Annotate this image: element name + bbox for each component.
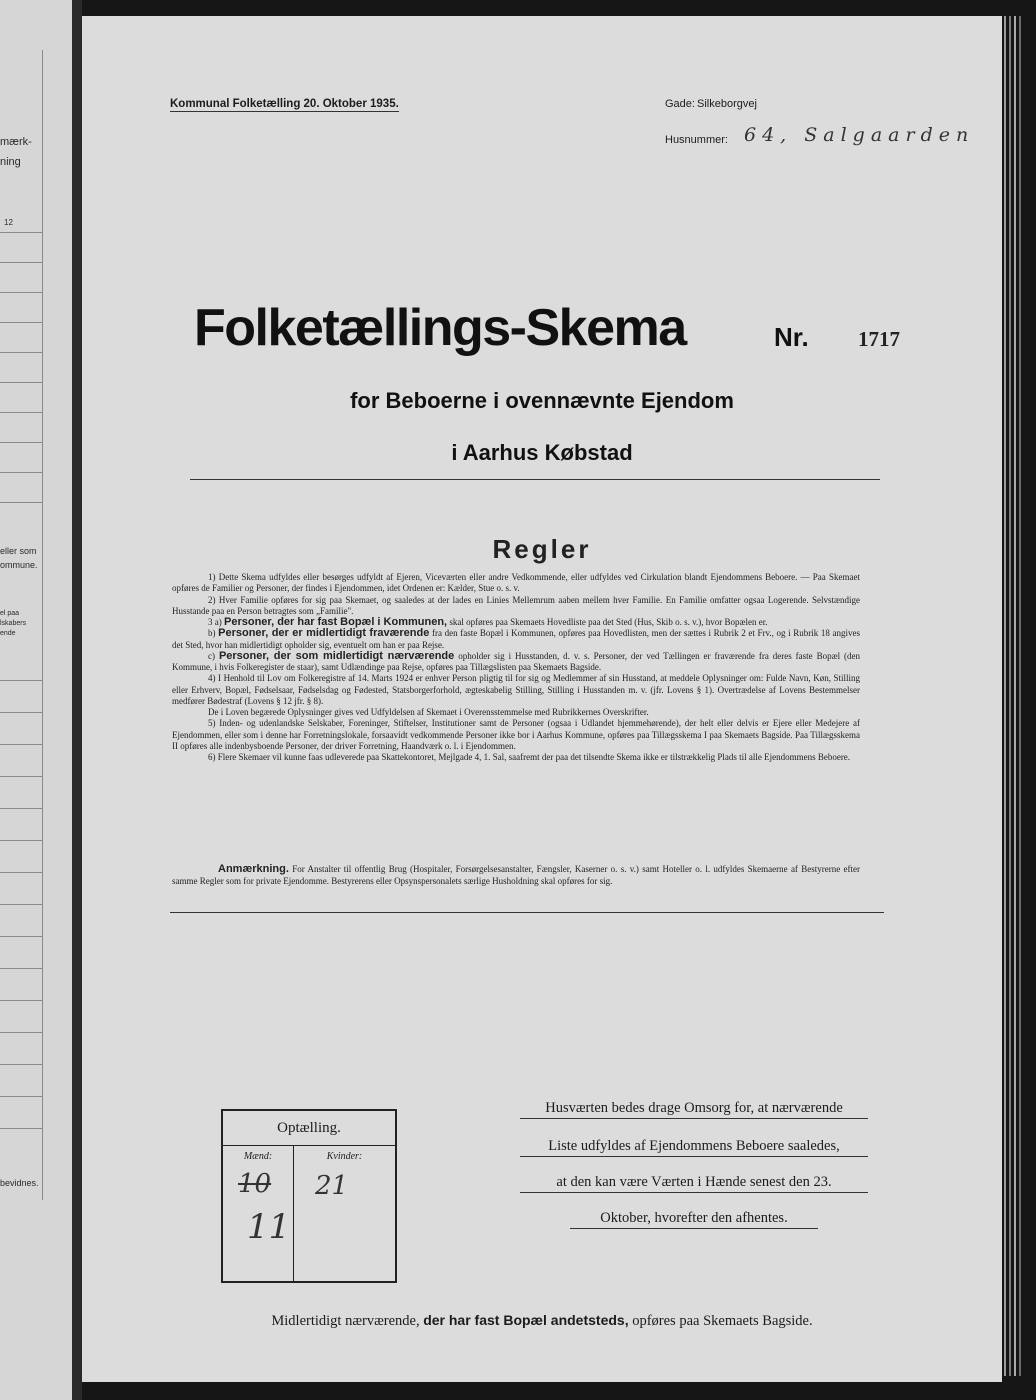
left-page-rule xyxy=(0,744,42,745)
rule-4b: De i Loven begærede Oplysninger gives ved Udfyldelsen af Skemaet i Overensstemmelse med Rubrikkernes Overskrifter. xyxy=(208,707,649,717)
remark-text: For Anstalter til offentlig Brug (Hospitaler, Forsørgelsesanstalter, Fængsler, Kaserner o. s. v.) samt Hoteller o. l. udfyldes Skemaerne af Bestyrerne efter samme Regler som for private Ejendomme. Bestyrerens eller Opsynspersonalets særlige Husholdning skal opføres for sig. xyxy=(172,864,860,886)
left-page-text: ende xyxy=(0,630,16,637)
remark-lead: Anmærkning. xyxy=(218,863,289,875)
left-page-rule xyxy=(0,292,42,293)
left-page-text: ommune. xyxy=(0,560,38,570)
men-label: Mænd: xyxy=(243,1151,273,1162)
rule-3c-text: opholder sig i Husstanden, d. v. s. Personer, der ved Tællingen er fraværende fra deres faste Bopæl (den Kommune, i hvis Folkeregister de staar), samt Udlændinge paa Rejse, opføres paa Tillægslisten paa Skemaets Bagside. xyxy=(172,650,861,672)
women-count: 21 xyxy=(315,1171,349,1201)
house-number-label: Husnummer: xyxy=(665,134,728,146)
street-value: Silkeborgvej xyxy=(697,98,757,110)
form-number-value: 1717 xyxy=(858,327,900,351)
notice-line-1: Husværten bedes drage Omsorg for, at nærværende xyxy=(520,1100,868,1119)
left-page-text: bevidnes. xyxy=(0,1178,39,1188)
house-number-handwritten: 64, Salgaarden xyxy=(744,124,975,146)
left-page-rule xyxy=(0,1096,42,1097)
page-edge xyxy=(1019,16,1021,1376)
left-page-rule xyxy=(0,322,42,323)
remark-block xyxy=(172,864,860,887)
left-page-rule xyxy=(0,712,42,713)
form-subtitle: for Beboerne i ovennævnte Ejendom xyxy=(350,388,734,413)
rule-1: 1) Dette Skema udfyldes eller besørges udfyldt af Ejeren, Viceværten eller andre Vedkommende, eller udfyldes ved Cirkulation blandt Ejendommens Beboere. — Paa Skemaet opføres de Familier og Personer, der findes i Ejendommen, idet Ordenen er: Kælder, Stue o. s. v. xyxy=(172,572,860,594)
left-facing-page xyxy=(0,0,72,1400)
form-title: Folketællings-Skema xyxy=(194,299,686,357)
women-label: Kvinder: xyxy=(326,1151,363,1162)
page-edge xyxy=(1014,16,1016,1376)
left-page-text: eller som xyxy=(0,546,37,556)
left-page-rule xyxy=(0,1128,42,1129)
left-page-rule xyxy=(0,472,42,473)
left-page-rule xyxy=(0,968,42,969)
left-page-rule xyxy=(0,872,42,873)
book-gutter xyxy=(72,0,82,1400)
left-page-rule xyxy=(0,936,42,937)
rule-5: 5) Inden- og udenlandske Selskaber, Foreninger, Stiftelser, Institutioner samt de Personer (ogsaa i Udlandet hjemmehørende), der helt eller delvis er Ejere eller Medejere af Ejendommen, eller som i denne har Forretningslokale, forsaavidt vedkommende Personer ikke bor i Aarhus Kommune, opføres paa Tillægsskema I paa Skemaets Bagside. Paa Tillægsskema II opføres alle indenbysboende Personer, der driver Forretning, Haandværk o. l. i Ejendommen. xyxy=(172,718,860,751)
rules-heading: Regler xyxy=(492,534,592,564)
left-page-rule xyxy=(0,502,42,503)
rule-3b xyxy=(172,628,860,651)
count-box xyxy=(221,1109,397,1283)
rule-3a-bold: Personer, der har fast Bopæl i Kommunen, xyxy=(224,616,448,628)
left-page-rule xyxy=(0,1064,42,1065)
left-page-rule xyxy=(0,232,42,233)
rules-body xyxy=(172,572,860,763)
footer-line xyxy=(82,1312,1002,1330)
remark-paragraph xyxy=(172,864,860,887)
footer-pre: Midlertidigt nærværende, xyxy=(271,1313,420,1329)
notice-line-2: Liste udfyldes af Ejendommens Beboere saaledes, xyxy=(520,1138,868,1157)
rule-4: 4) I Henhold til Lov om Folkeregistre af 14. Marts 1924 er enhver Person pligtig til for sig og Medlemmer af sin Husstand, at meddele Oplysninger om: Fulde Navn, Køn, Stilling eller Erhverv, Bopæl, Fødselsaar, Fødselsdag og Fødested, Statsborgerforhold, ægteskabelig Stilling, Stilling i Husstanden m. v. (jfr. Lovens § 1). Overtrædelse af Lovens Bestemmelser medfører Bødestraf (Lovens § 12 jfr. § 8). xyxy=(172,673,860,706)
rule-2: 2) Hver Familie opføres for sig paa Skemaet, og saaledes at der lades en Linies Mellemrum aaben mellem hver Familie. En Familie omfatter ogsaa Logerende. Selvstændige Husstande paa en Person betragtes som „Familie". xyxy=(172,594,860,616)
left-page-rule xyxy=(0,442,42,443)
census-form-page xyxy=(82,16,1002,1382)
left-page-column-rule xyxy=(42,50,43,1200)
footer-post: opføres paa Skemaets Bagside. xyxy=(632,1313,813,1329)
rule-3b-text: fra den faste Bopæl i Kommunen, opføres paa Hovedlisten, men der sættes i Rubrik 2 et Frv., og i Rubrik 18 angives det Sted, hvor han midlertidigt opholder sig, eventuelt om han er paa Rejse. xyxy=(172,628,861,650)
left-page-rule xyxy=(0,680,42,681)
rule-3c-number: c) xyxy=(208,650,215,661)
page-edge xyxy=(1009,16,1011,1376)
left-page-rule xyxy=(0,1000,42,1001)
count-box-column-rule xyxy=(293,1145,294,1281)
notice-line-3: at den kan være Værten i Hænde senest den 23. xyxy=(520,1174,868,1193)
rule-3a-number: 3 a) xyxy=(208,617,222,627)
divider xyxy=(170,912,884,913)
rule-6: 6) Flere Skemaer vil kunne faas udleverede paa Skattekontoret, Mejlgade 4, 1. Sal, saafremt der paa det tilsendte Skema ikke er tilstrækkelig Plads til alle Ejendommens Beboere. xyxy=(208,752,851,762)
left-page-rule xyxy=(0,1032,42,1033)
left-page-rule xyxy=(0,382,42,383)
page-edge xyxy=(1004,16,1006,1376)
rule-3c xyxy=(172,651,860,674)
count-box-rule xyxy=(223,1145,395,1146)
left-page-rule xyxy=(0,808,42,809)
left-page-rule xyxy=(0,412,42,413)
left-page-text: lskabers xyxy=(0,620,27,627)
form-number-label: Nr. xyxy=(774,322,809,352)
street-label: Gade: xyxy=(665,98,695,110)
footer-bold: der har fast Bopæl andetsteds, xyxy=(423,1312,629,1328)
left-page-rule xyxy=(0,904,42,905)
rule-3b-number: b) xyxy=(208,628,216,639)
left-page-rule xyxy=(0,776,42,777)
left-page-rule xyxy=(0,262,42,263)
left-page-text: el paa xyxy=(0,610,20,617)
left-page-rule xyxy=(0,840,42,841)
left-page-rule xyxy=(0,352,42,353)
left-page-text: ning xyxy=(0,156,21,168)
rule-3b-bold: Personer, der er midlertidigt fraværende xyxy=(218,627,430,640)
count-box-title: Optælling. xyxy=(277,1120,341,1136)
men-count-crossed: 10 xyxy=(238,1169,272,1199)
notice-line-4: Oktober, hvorefter den afhentes. xyxy=(570,1210,818,1229)
divider xyxy=(190,479,880,480)
rule-3a-text: skal opføres paa Skemaets Hovedliste paa det Sted (Hus, Skib o. s. v.), hvor Bopælen er. xyxy=(449,617,768,627)
left-page-text: 12 xyxy=(4,218,13,227)
men-count: 11 xyxy=(247,1207,291,1247)
rule-3c-bold: Personer, der som midlertidigt nærværende xyxy=(218,649,455,662)
left-page-text: mærk- xyxy=(0,136,32,148)
form-subtitle-city: i Aarhus Købstad xyxy=(451,440,633,465)
census-header-line: Kommunal Folketælling 20. Oktober 1935. xyxy=(170,98,399,110)
